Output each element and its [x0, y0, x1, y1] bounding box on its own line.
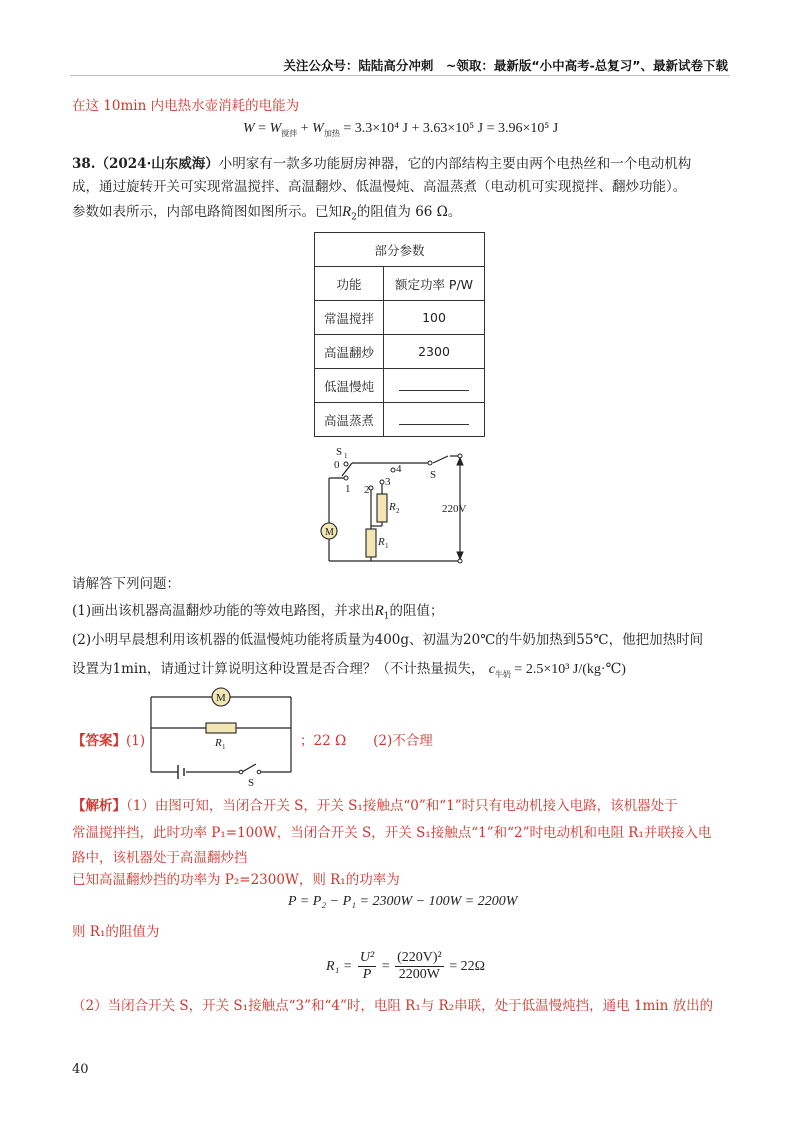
prompt-q2-line2: 设置为1min，请通过计算说明这种设置是否合理？（不计热量损失， $c_{牛奶} = 2.5\times 10^3$ J/(kg·℃)	[72, 661, 626, 679]
header-divider	[70, 75, 730, 76]
answer-resistor-r1	[206, 723, 236, 733]
answer-text: ；22 Ω (2)不合理	[300, 733, 433, 749]
resistor-r2	[377, 494, 387, 522]
svg-text:M: M	[325, 527, 334, 538]
svg-text:R: R	[215, 737, 222, 749]
table-row: 高温蒸煮	[315, 403, 485, 437]
analysis-line-1: 【解析】（1）由图可知，当闭合开关 S，开关 S₁接触点“0”和“1”时只有电动机接入电路，该机器处于	[72, 798, 678, 814]
answer-circuit-diagram	[148, 684, 296, 789]
intro-line: 在这 10min 内电热水壶消耗的电能为	[72, 98, 300, 114]
page-number: 40	[72, 1062, 89, 1077]
table-row: 高温翻炒 2300	[315, 335, 485, 369]
analysis-line-3: 路中，该机器处于高温翻炒挡	[72, 850, 248, 866]
svg-text:S: S	[430, 469, 437, 481]
analysis-line-5: 则 R₁的阻值为	[72, 924, 160, 940]
table-row: 常温搅拌 100	[315, 301, 485, 335]
svg-text:2: 2	[364, 484, 370, 496]
resistor-r1	[366, 529, 376, 557]
prompt-intro: 请解答下列问题：	[72, 576, 180, 592]
answer-blank	[384, 369, 485, 403]
page-header: 关注公众号：陆陆高分冲刺 ~领取：最新版“小中高考-总复习”、最新试卷下载	[283, 58, 728, 73]
svg-text:1: 1	[344, 452, 348, 460]
analysis-line-4: 已知高温翻炒挡的功率为 P₂=2300W，则 R₁的功率为	[72, 872, 400, 888]
answer-label: 【答案】(1)	[72, 733, 146, 749]
svg-text:220V: 220V	[442, 503, 467, 515]
answer-blank	[384, 403, 485, 437]
svg-text:R: R	[389, 501, 396, 513]
prompt-q2-line1: (2)小明早晨想利用该机器的低温慢炖功能将质量为400g、初温为20℃的牛奶加热到55℃，他把加热时间	[72, 632, 704, 648]
svg-text:1: 1	[385, 542, 389, 550]
circuit-diagram	[300, 440, 500, 575]
svg-text:1: 1	[222, 743, 226, 751]
table-header-function: 功能	[315, 267, 384, 301]
svg-text:R: R	[378, 536, 385, 548]
intro-equation: $W = W_{搅拌} + W_{加热} = 3.3\times 10^4$ J + 3.63×10⁵ J = 3.96×10⁵ J	[243, 121, 559, 138]
analysis-equation-1: P = P₂ − P₁ = 2300W − 100W = 2200W	[288, 894, 518, 909]
question-line-1: 38.（2024·山东威海）小明家有一款多功能厨房神器，它的内部结构主要由两个电热丝和一个电动机构	[72, 156, 692, 172]
analysis-equation-2: R₁ = $\frac{\text{U²}}{P}$ = $\frac{\text{(220V)²}}{2200W}$ = 22Ω	[326, 950, 486, 982]
svg-text:2: 2	[396, 507, 400, 515]
svg-text:1: 1	[345, 483, 351, 495]
analysis-line-2: 常温搅拌挡，此时功率 P₁=100W，当闭合开关 S，开关 S₁接触点“1”和“2”时电动机和电阻 R₁并联接入电	[72, 825, 712, 841]
svg-text:4: 4	[396, 463, 402, 475]
table-row: 低温慢炖	[315, 369, 485, 403]
question-source: （2024·山东威海）	[95, 156, 219, 172]
prompt-q1: (1)画出该机器高温翻炒功能的等效电路图，并求出$R_1$的阻值；	[72, 603, 444, 622]
svg-text:M: M	[216, 692, 226, 704]
question-number: 38.	[72, 156, 96, 172]
svg-text:S: S	[248, 777, 255, 789]
table-title: 部分参数	[315, 233, 485, 267]
parameter-table	[314, 232, 485, 437]
question-line-3: 参数如表所示，内部电路简图如图所示。已知$R_2$的阻值为 66 Ω。	[72, 204, 462, 223]
question-line-2: 成，通过旋转开关可实现常温搅拌、高温翻炒、低温慢炖、高温蒸煮（电动机可实现搅拌、翻炒功能）。	[72, 179, 687, 195]
svg-text:3: 3	[385, 476, 391, 488]
table-header-power: 额定功率 P/W	[384, 267, 485, 301]
svg-text:0: 0	[334, 459, 340, 471]
analysis-line-6: （2）当闭合开关 S，开关 S₁接触点“3”和“4”时，电阻 R₁与 R₂串联，处于低温慢炖挡，通电 1min 放出的	[72, 998, 714, 1014]
svg-text:S: S	[336, 446, 343, 458]
